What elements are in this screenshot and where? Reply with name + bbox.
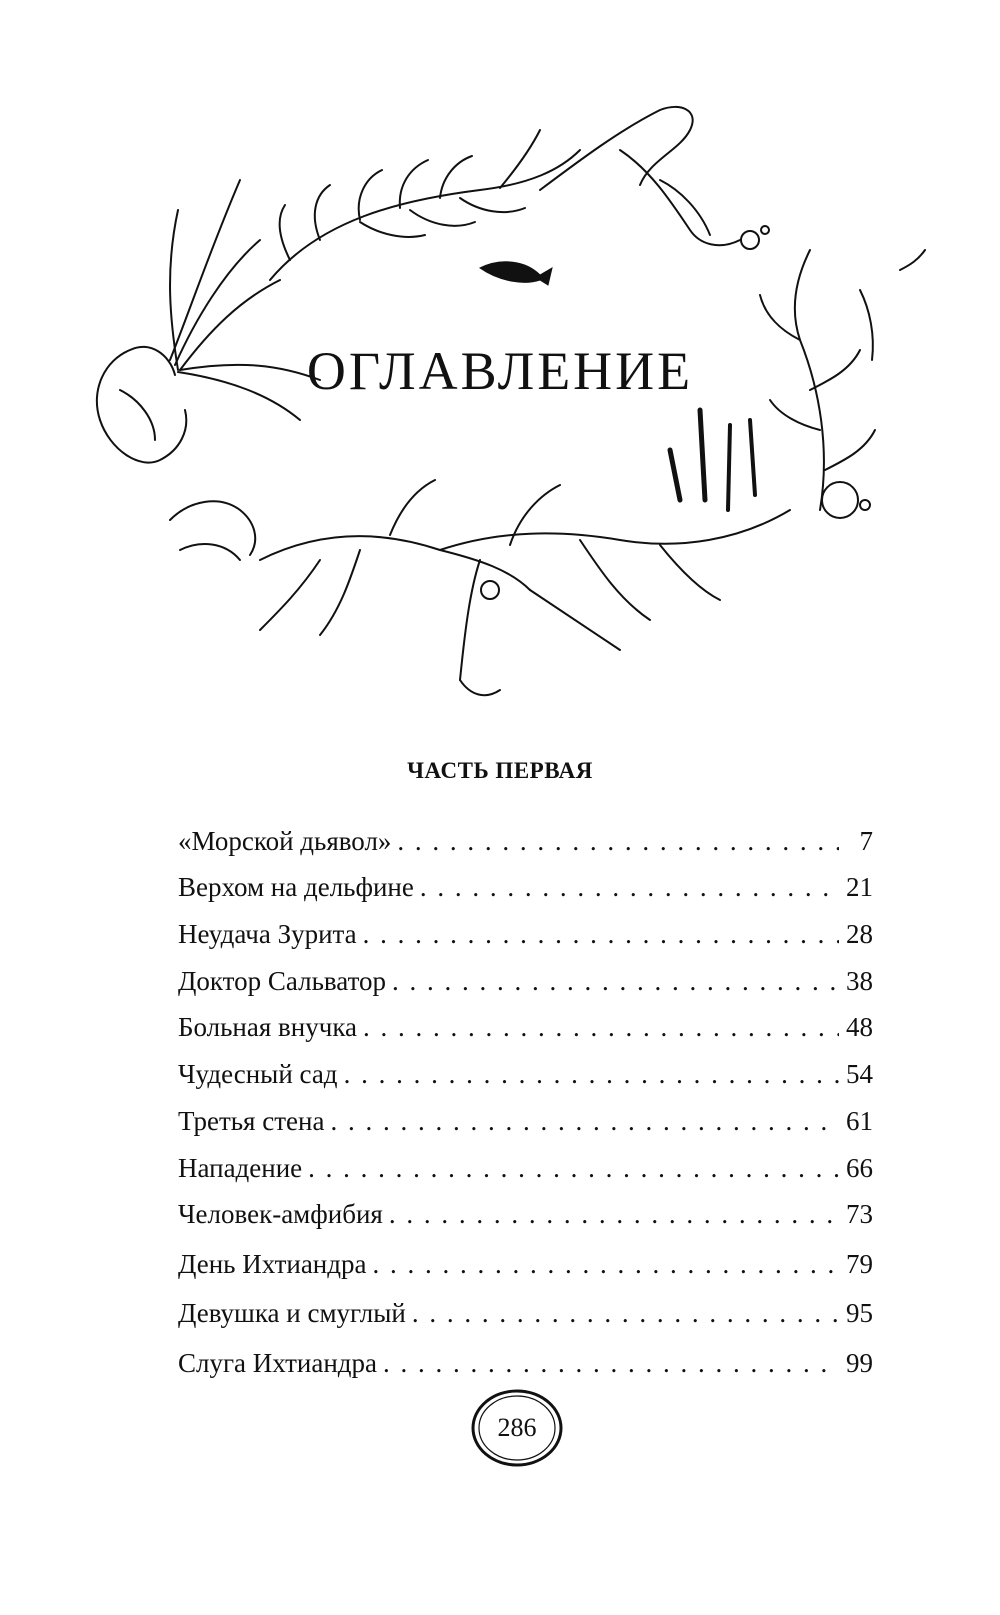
toc-entry-title: Слуга Ихтиандра [178, 1347, 378, 1378]
toc-entry[interactable] [178, 1228, 873, 1278]
dot-leader [330, 1108, 839, 1135]
toc-entry[interactable] [178, 1182, 873, 1229]
dot-leader [372, 1251, 839, 1278]
toc-entry[interactable] [178, 1327, 873, 1377]
dot-leader [420, 874, 839, 901]
page-title: ОГЛАВЛЕНИЕ [306, 341, 694, 401]
dot-leader [344, 1061, 839, 1088]
toc-entry-title: Девушка и смуглый [178, 1298, 406, 1329]
toc-entry-title: Неудача Зурита [178, 919, 357, 950]
toc-entry-page: 61 [846, 1105, 873, 1136]
toc-entry[interactable] [178, 1135, 873, 1182]
part-heading: ЧАСТЬ ПЕРВАЯ [407, 758, 593, 783]
toc-entry[interactable] [178, 995, 873, 1042]
toc-entry-page: 99 [846, 1347, 873, 1378]
toc-entry-title: День Ихтиандра [178, 1248, 367, 1279]
toc-entry-title: Человек-амфибия [178, 1199, 383, 1230]
toc-entry[interactable] [178, 1088, 873, 1135]
dot-leader [389, 1201, 839, 1228]
toc-entry-page: 28 [846, 919, 873, 950]
toc-entry-page: 48 [846, 1012, 873, 1043]
toc-entry[interactable] [178, 1278, 873, 1328]
toc-entry-page: 7 [859, 825, 873, 856]
toc-entry-title: Больная внучка [178, 1012, 358, 1043]
toc-entry[interactable] [178, 948, 873, 995]
toc-entry-title: Третья стена [178, 1105, 325, 1136]
toc-entry[interactable] [178, 901, 873, 948]
toc-entry-page: 95 [846, 1298, 873, 1329]
seaweed-wreath-illustration [60, 90, 940, 730]
table-of-contents [178, 808, 873, 1377]
dot-leader [383, 1350, 839, 1377]
dot-leader [363, 1014, 839, 1041]
toc-entry[interactable] [178, 1041, 873, 1088]
toc-entry-title: Верхом на дельфине [178, 872, 414, 903]
toc-entry[interactable] [178, 855, 873, 902]
page-number-badge [470, 1388, 564, 1468]
toc-entry-page: 66 [846, 1152, 873, 1183]
dot-leader [363, 921, 839, 948]
dot-leader [308, 1155, 839, 1182]
toc-entry[interactable] [178, 808, 873, 855]
toc-entry-page: 38 [846, 965, 873, 996]
dot-leader [392, 968, 839, 995]
toc-entry-title: Чудесный сад [178, 1059, 338, 1090]
toc-entry-page: 54 [846, 1059, 873, 1090]
toc-entry-title: «Морской дьявол» [178, 825, 392, 856]
toc-entry-title: Доктор Сальватор [178, 965, 387, 996]
toc-entry-page: 73 [846, 1199, 873, 1230]
toc-entry-title: Нападение [178, 1152, 303, 1183]
dot-leader [397, 828, 839, 855]
dot-leader [412, 1300, 839, 1327]
toc-entry-page: 79 [846, 1248, 873, 1279]
fish-icon [480, 262, 552, 285]
page-number: 286 [497, 1413, 537, 1442]
toc-entry-page: 21 [846, 872, 873, 903]
